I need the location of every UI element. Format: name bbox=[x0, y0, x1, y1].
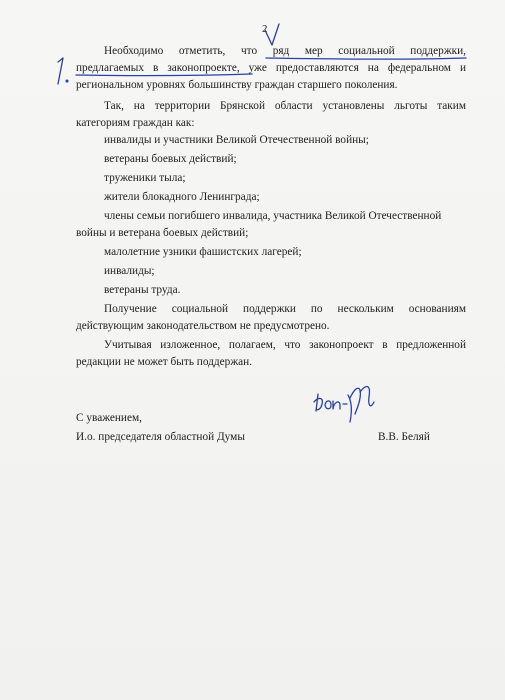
list-item: жители блокадного Ленинграда; bbox=[104, 191, 260, 203]
paragraph-4-line-2: редакции не может быть поддержан. bbox=[76, 356, 253, 368]
list-item: инвалиды и участники Великой Отечественной войны; bbox=[104, 134, 369, 146]
paragraph-2-line-2: категориям граждан как: bbox=[76, 117, 195, 129]
paragraph-3-line-1: Получение социальной поддержки по нескольким основаниям bbox=[104, 303, 466, 315]
list-item: труженики тыла; bbox=[104, 172, 186, 184]
list-item: ветераны труда. bbox=[104, 284, 181, 296]
closing-salutation: С уважением, bbox=[76, 412, 142, 424]
paragraph-1-line-2: предлагаемых в законопроекте, уже предоставляются на федеральном и bbox=[76, 62, 466, 74]
paragraph-1-line-1: Необходимо отметить, что ряд мер социальной поддержки, bbox=[104, 45, 466, 57]
margin-mark-one bbox=[58, 58, 63, 84]
paragraph-3-line-2: действующим законодательством не предусмотрено. bbox=[76, 320, 330, 332]
list-item: малолетние узники фашистских лагерей; bbox=[104, 246, 302, 258]
paragraph-1-line-3: региональном уровнях большинству граждан старшего поколения. bbox=[76, 79, 398, 91]
paragraph-2-line-1: Так, на территории Брянской области установлены льготы таким bbox=[104, 100, 466, 112]
paragraph-4-line-1: Учитывая изложенное, полагаем, что законопроект в предложенной bbox=[104, 339, 466, 351]
list-item: войны и ветерана боевых действий; bbox=[76, 227, 249, 239]
signer-name: В.В. Беляй bbox=[378, 431, 430, 443]
signer-position: И.о. председателя областной Думы bbox=[76, 431, 245, 443]
margin-mark-dot bbox=[66, 80, 68, 82]
signature bbox=[314, 387, 374, 422]
page-number: 2 bbox=[262, 23, 268, 35]
underline-line-1 bbox=[266, 58, 466, 59]
list-item: инвалиды; bbox=[104, 265, 155, 277]
list-item: ветераны боевых действий; bbox=[104, 153, 237, 165]
list-item: члены семьи погибшего инвалида, участника Великой Отечественной bbox=[104, 210, 442, 222]
